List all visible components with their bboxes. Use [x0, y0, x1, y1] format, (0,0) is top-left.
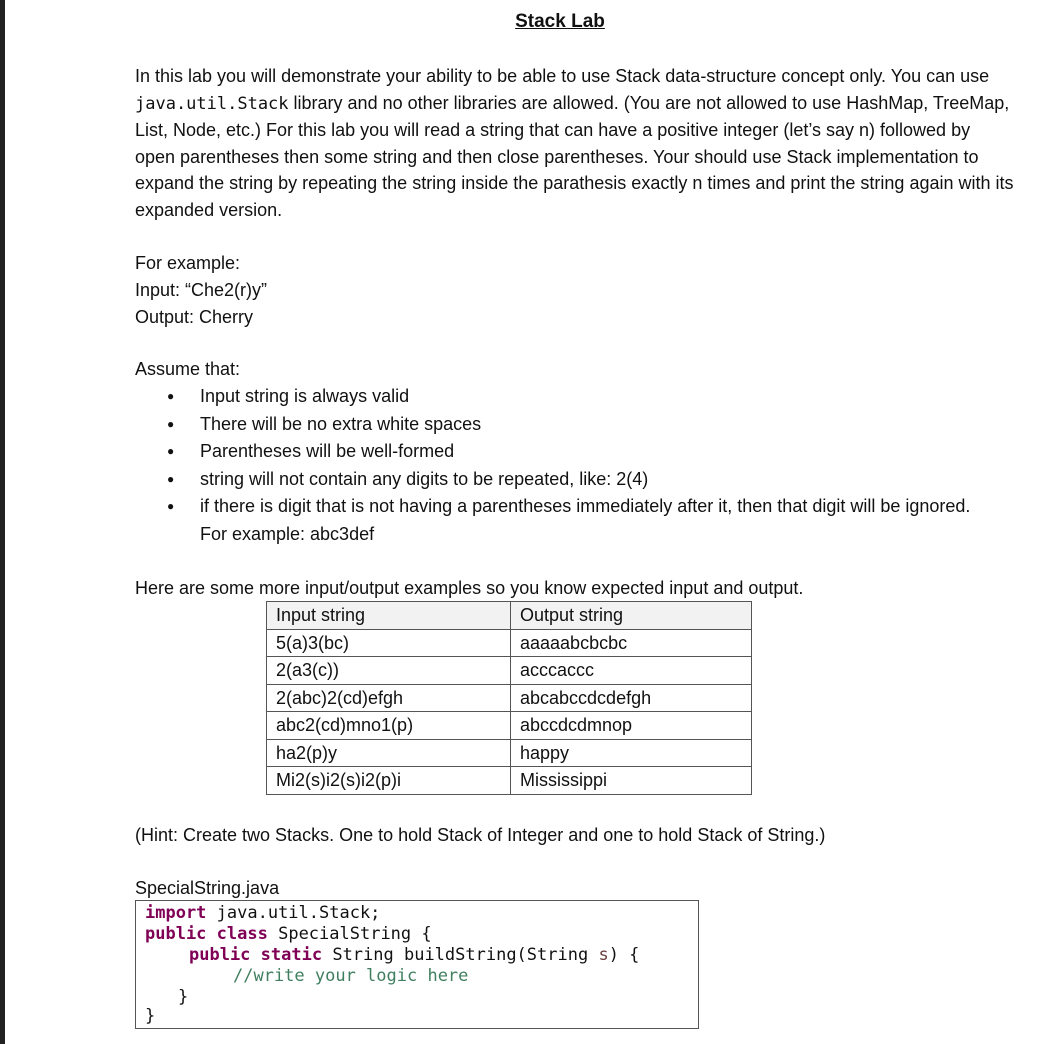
- input-cell: 2(a3(c)): [267, 657, 511, 685]
- io-examples-table: [266, 601, 752, 795]
- example-heading: For example:: [135, 253, 241, 273]
- more-examples-intro: Here are some more input/output examples so you know expected input and output.: [135, 578, 804, 598]
- code-line-class: public class SpecialString {: [145, 924, 432, 944]
- code-filename: SpecialString.java: [135, 878, 280, 898]
- column-header-input: Input string: [267, 602, 511, 630]
- output-cell: aaaaabcbcbc: [511, 629, 752, 657]
- code-line-close-class: }: [145, 1006, 156, 1026]
- code-box: [135, 900, 699, 1029]
- output-cell: acccaccc: [511, 657, 752, 685]
- table-row: [267, 767, 752, 795]
- input-cell: 5(a)3(bc): [267, 629, 511, 657]
- stack-library-name: java.util.Stack: [135, 93, 289, 114]
- column-header-output: Output string: [511, 602, 752, 630]
- example-input: Input: “Che2(r)y”: [135, 280, 268, 300]
- table-header-row: [267, 602, 752, 630]
- table-row: [267, 629, 752, 657]
- assumption-item: ● if there is digit that is not having a parentheses immediately after it, then that digit will be ignored. For example: abc3def: [165, 493, 995, 548]
- assume-heading: Assume that:: [135, 359, 241, 379]
- input-cell: ha2(p)y: [267, 739, 511, 767]
- page-title: Stack Lab: [515, 11, 605, 32]
- assumption-list: [165, 383, 995, 548]
- code-line-method: public static String buildString(String s) {: [189, 945, 640, 965]
- table-row: [267, 657, 752, 685]
- output-cell: happy: [511, 739, 752, 767]
- table-row: [267, 712, 752, 740]
- assumption-item: ● string will not contain any digits to be repeated, like: 2(4): [165, 466, 995, 494]
- example-output: Output: Cherry: [135, 307, 254, 327]
- assumption-item: ● Parentheses will be well-formed: [165, 438, 995, 466]
- output-cell: abcabccdcdefgh: [511, 684, 752, 712]
- assumption-item: ● Input string is always valid: [165, 383, 995, 411]
- table-row: [267, 739, 752, 767]
- code-line-close-method: }: [178, 987, 189, 1007]
- code-line-import: import java.util.Stack;: [145, 903, 381, 923]
- left-edge-bar: [0, 0, 5, 1044]
- output-cell: abccdcdmnop: [511, 712, 752, 740]
- hint-text: (Hint: Create two Stacks. One to hold Stack of Integer and one to hold Stack of String.): [135, 825, 826, 845]
- input-cell: Mi2(s)i2(s)i2(p)i: [267, 767, 511, 795]
- output-cell: Mississippi: [511, 767, 752, 795]
- assumption-item: ● There will be no extra white spaces: [165, 411, 995, 439]
- input-cell: abc2(cd)mno1(p): [267, 712, 511, 740]
- code-line-comment: //write your logic here: [233, 966, 469, 986]
- intro-paragraph: In this lab you will demonstrate your ability to be able to use Stack data-structure concept only. You can use java.util.Stack library and no other libraries are allowed. (You are not allowed to use HashMap, TreeMap, List, Node, etc.) For this lab you will read a string that can have a positive integer (let’s say n) followed by open parentheses then some string and then close parentheses. Your should use Stack implementation to expand the string by repeating the string inside the parathesis exactly n times and print the string again with its expanded version.: [135, 66, 1014, 220]
- table-row: [267, 684, 752, 712]
- input-cell: 2(abc)2(cd)efgh: [267, 684, 511, 712]
